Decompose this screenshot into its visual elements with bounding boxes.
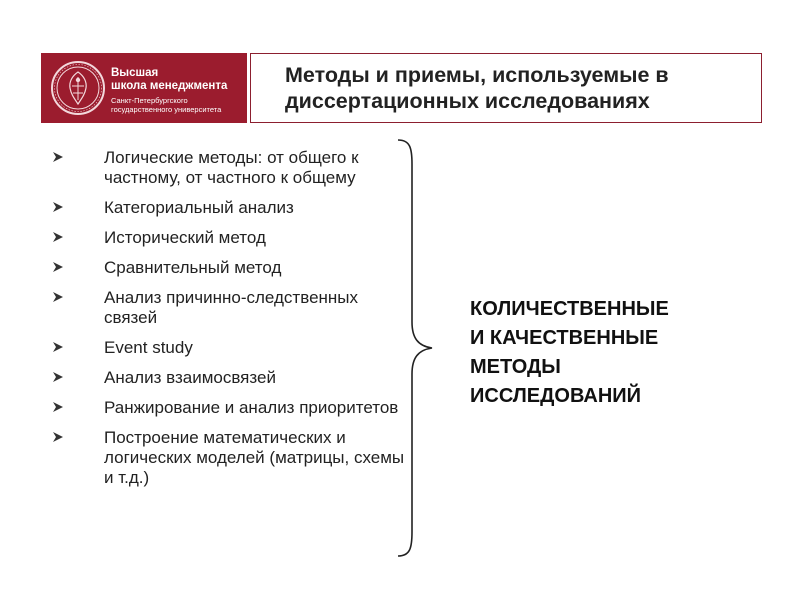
methods-list	[52, 148, 412, 498]
arrowhead-bullet-icon	[52, 201, 64, 213]
method-text: Построение математических и логических моделей (матрицы, схемы и т.д.)	[104, 428, 405, 487]
method-text: Логические методы: от общего к частному, от частного к общему	[104, 148, 359, 187]
title-box	[250, 53, 762, 123]
list-item	[52, 368, 412, 388]
title-line-2: диссертационных исследованиях	[285, 89, 650, 113]
list-item	[52, 428, 412, 488]
arrowhead-bullet-icon	[52, 231, 64, 243]
list-item	[52, 398, 412, 418]
logo-line-4: государственного университета	[111, 105, 222, 114]
method-text: Ранжирование и анализ приоритетов	[104, 398, 399, 417]
result-line-1: КОЛИЧЕСТВЕННЫЕ	[470, 298, 669, 320]
list-item	[52, 288, 412, 328]
arrowhead-bullet-icon	[52, 431, 64, 443]
method-text: Исторический метод	[104, 228, 266, 247]
page-title	[285, 62, 669, 114]
right-curly-brace-icon	[392, 136, 436, 560]
result-line-3: МЕТОДЫ	[470, 356, 561, 378]
list-item	[52, 228, 412, 248]
school-logo	[41, 53, 247, 123]
arrowhead-bullet-icon	[52, 401, 64, 413]
arrowhead-bullet-icon	[52, 261, 64, 273]
result-caption	[470, 295, 770, 411]
university-emblem-icon	[50, 60, 106, 116]
arrowhead-bullet-icon	[52, 291, 64, 303]
arrowhead-bullet-icon	[52, 341, 64, 353]
title-line-1: Методы и приемы, используемые в	[285, 63, 669, 87]
list-item	[52, 338, 412, 358]
logo-line-1: Высшая	[111, 67, 159, 79]
result-line-2: И КАЧЕСТВЕННЫЕ	[470, 327, 659, 349]
logo-line-2: школа менеджмента	[111, 80, 228, 92]
logo-text	[111, 67, 227, 114]
list-item	[52, 258, 412, 278]
method-text: Сравнительный метод	[104, 258, 282, 277]
method-text: Анализ причинно-следственных связей	[104, 288, 359, 327]
arrowhead-bullet-icon	[52, 371, 64, 383]
result-line-4: ИССЛЕДОВАНИЙ	[470, 385, 642, 407]
arrowhead-bullet-icon	[52, 151, 64, 163]
method-text: Категориальный анализ	[104, 198, 294, 217]
list-item	[52, 198, 412, 218]
list-item	[52, 148, 412, 188]
logo-line-3: Санкт-Петербургского	[111, 96, 188, 105]
method-text: Анализ взаимосвязей	[104, 368, 276, 387]
method-text: Event study	[104, 338, 193, 357]
